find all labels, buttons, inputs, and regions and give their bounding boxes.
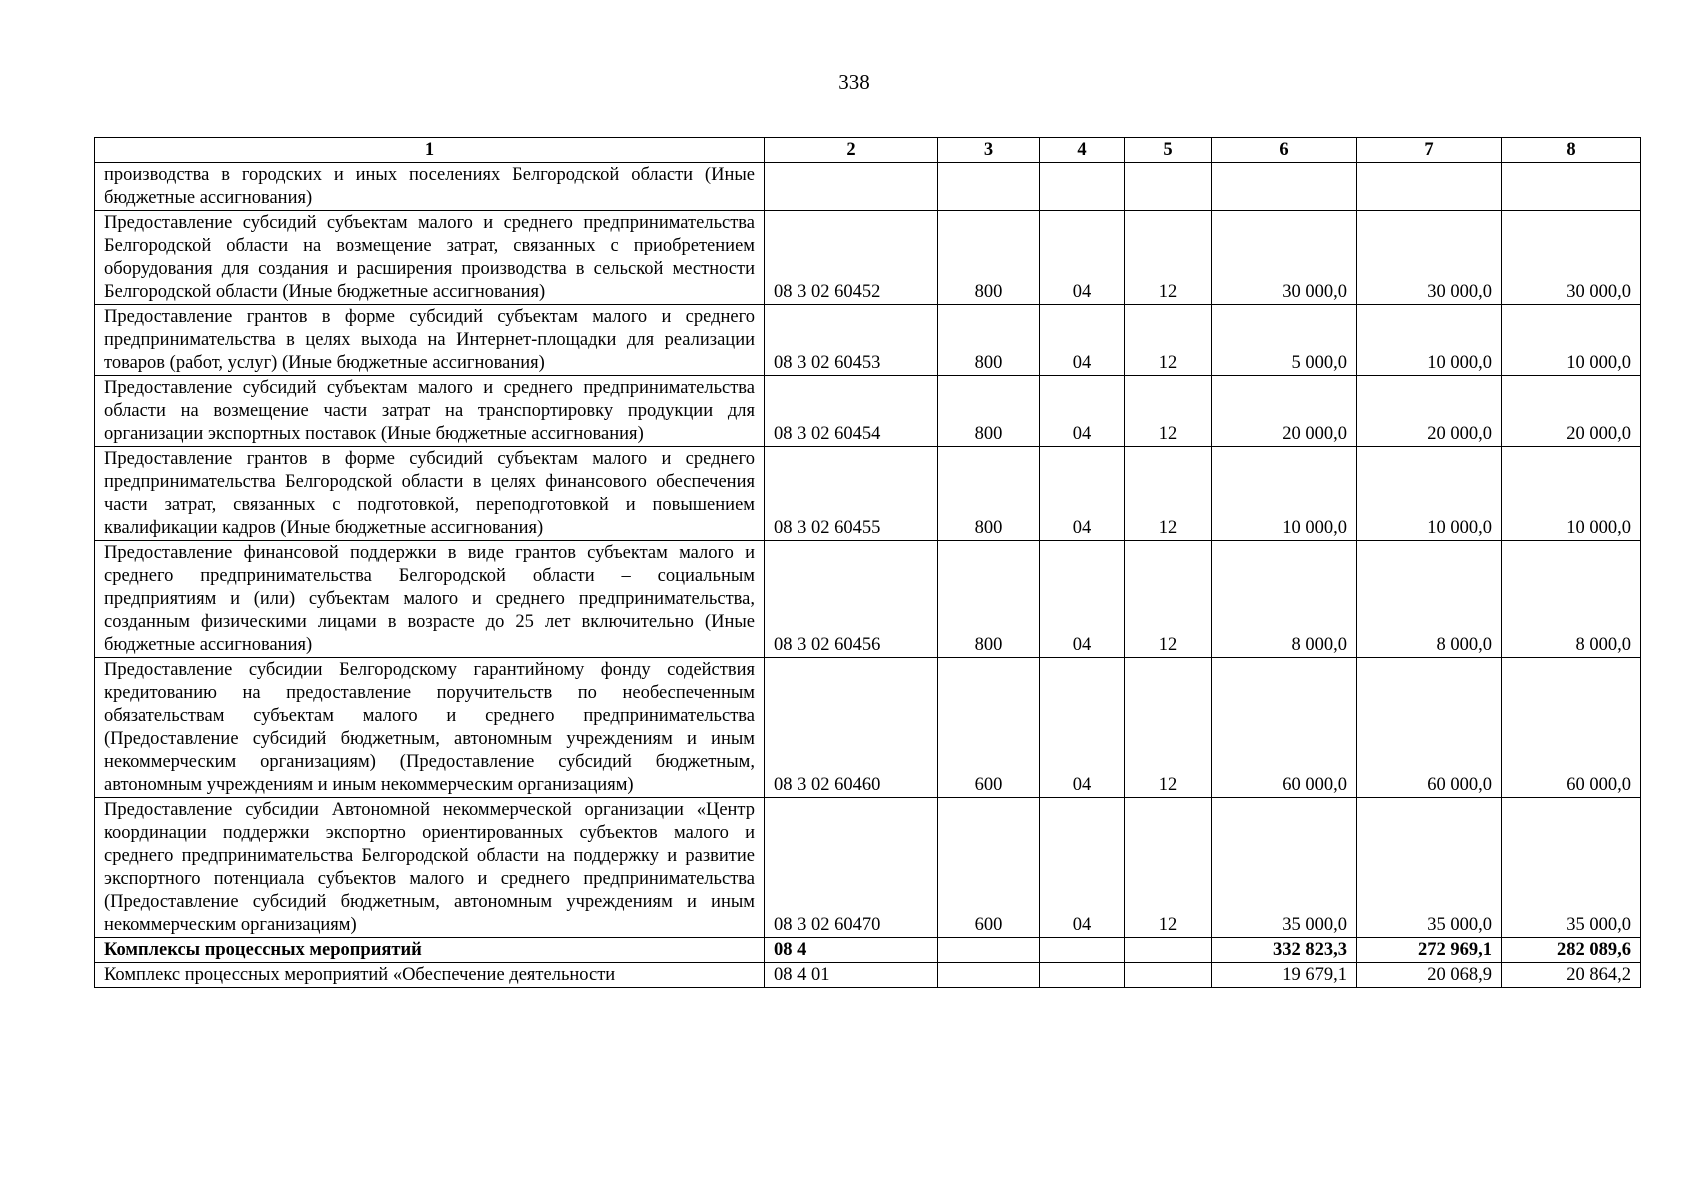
row-c4 bbox=[1040, 163, 1125, 211]
row-c8: 10 000,0 bbox=[1502, 447, 1641, 541]
row-c3 bbox=[938, 963, 1040, 988]
table-row bbox=[95, 376, 1641, 447]
row-c5 bbox=[1125, 163, 1212, 211]
row-c3: 800 bbox=[938, 305, 1040, 376]
row-c4: 04 bbox=[1040, 447, 1125, 541]
row-name: Предоставление субсидии Автономной некоммерческой организации «Центр координации поддержки экспортно ориентированных субъектов малого и среднего предпринимательства Белгородской области на поддержку и развитие экспортного потенциала субъектов малого и среднего предпринимательства (Предоставление субсидий бюджетным, автономным учреждениям и иным некоммерческим организациям) bbox=[95, 798, 765, 938]
row-code: 08 3 02 60454 bbox=[765, 376, 938, 447]
row-c7: 20 000,0 bbox=[1357, 376, 1502, 447]
row-c8: 8 000,0 bbox=[1502, 541, 1641, 658]
row-name: Предоставление субсидий субъектам малого и среднего предпринимательства области на возмещение части затрат на транспортировку продукции для организации экспортных поставок (Иные бюджетные ассигнования) bbox=[95, 376, 765, 447]
column-header: 3 bbox=[938, 138, 1040, 163]
row-code: 08 3 02 60455 bbox=[765, 447, 938, 541]
row-c6 bbox=[1212, 163, 1357, 211]
row-c7: 10 000,0 bbox=[1357, 305, 1502, 376]
row-c4: 04 bbox=[1040, 541, 1125, 658]
row-code: 08 3 02 60453 bbox=[765, 305, 938, 376]
row-code: 08 3 02 60460 bbox=[765, 658, 938, 798]
row-code: 08 3 02 60456 bbox=[765, 541, 938, 658]
row-c5: 12 bbox=[1125, 211, 1212, 305]
column-header: 7 bbox=[1357, 138, 1502, 163]
row-c7: 20 068,9 bbox=[1357, 963, 1502, 988]
page-number: 338 bbox=[838, 70, 870, 94]
row-c3: 800 bbox=[938, 541, 1040, 658]
row-c5: 12 bbox=[1125, 658, 1212, 798]
row-code bbox=[765, 163, 938, 211]
table-row bbox=[95, 658, 1641, 798]
row-c8: 60 000,0 bbox=[1502, 658, 1641, 798]
row-name: Комплекс процессных мероприятий «Обеспечение деятельности bbox=[95, 963, 765, 988]
row-c5 bbox=[1125, 938, 1212, 963]
row-c6: 10 000,0 bbox=[1212, 447, 1357, 541]
row-c8: 282 089,6 bbox=[1502, 938, 1641, 963]
row-c3: 800 bbox=[938, 211, 1040, 305]
row-code: 08 3 02 60452 bbox=[765, 211, 938, 305]
row-c6: 5 000,0 bbox=[1212, 305, 1357, 376]
row-c4: 04 bbox=[1040, 798, 1125, 938]
row-c5 bbox=[1125, 963, 1212, 988]
row-c5: 12 bbox=[1125, 798, 1212, 938]
row-code: 08 3 02 60470 bbox=[765, 798, 938, 938]
row-c3 bbox=[938, 163, 1040, 211]
row-c4 bbox=[1040, 938, 1125, 963]
row-c3: 600 bbox=[938, 658, 1040, 798]
row-c8: 20 000,0 bbox=[1502, 376, 1641, 447]
row-name: Комплексы процессных мероприятий bbox=[95, 938, 765, 963]
table-row bbox=[95, 541, 1641, 658]
row-name: Предоставление субсидии Белгородскому гарантийному фонду содействия кредитованию на предоставление поручительств по необеспеченным обязательствам субъектам малого и среднего предпринимательства (Предоставление субсидий бюджетным, автономным учреждениям и иным некоммерческим организациям) (Предоставление субсидий бюджетным, автономным учреждениям и иным некоммерческим организациям) bbox=[95, 658, 765, 798]
row-c7: 272 969,1 bbox=[1357, 938, 1502, 963]
table-row bbox=[95, 305, 1641, 376]
column-header: 1 bbox=[95, 138, 765, 163]
row-c7 bbox=[1357, 163, 1502, 211]
row-c7: 35 000,0 bbox=[1357, 798, 1502, 938]
row-name: производства в городских и иных поселениях Белгородской области (Иные бюджетные ассигнования) bbox=[95, 163, 765, 211]
column-header: 5 bbox=[1125, 138, 1212, 163]
budget-table bbox=[94, 137, 1641, 988]
row-name: Предоставление грантов в форме субсидий субъектам малого и среднего предпринимательства в целях выхода на Интернет-площадки для реализации товаров (работ, услуг) (Иные бюджетные ассигнования) bbox=[95, 305, 765, 376]
row-c7: 60 000,0 bbox=[1357, 658, 1502, 798]
row-c5: 12 bbox=[1125, 541, 1212, 658]
row-c8: 10 000,0 bbox=[1502, 305, 1641, 376]
table-row bbox=[95, 963, 1641, 988]
table-row bbox=[95, 211, 1641, 305]
row-c4: 04 bbox=[1040, 376, 1125, 447]
column-header: 6 bbox=[1212, 138, 1357, 163]
row-c8: 30 000,0 bbox=[1502, 211, 1641, 305]
row-c5: 12 bbox=[1125, 447, 1212, 541]
row-c4: 04 bbox=[1040, 658, 1125, 798]
table-body bbox=[95, 163, 1641, 988]
row-c6: 35 000,0 bbox=[1212, 798, 1357, 938]
table-row-total bbox=[95, 938, 1641, 963]
row-c7: 10 000,0 bbox=[1357, 447, 1502, 541]
row-c5: 12 bbox=[1125, 376, 1212, 447]
row-c6: 19 679,1 bbox=[1212, 963, 1357, 988]
header-row bbox=[95, 138, 1641, 163]
column-header: 8 bbox=[1502, 138, 1641, 163]
row-c3 bbox=[938, 938, 1040, 963]
row-c3: 800 bbox=[938, 376, 1040, 447]
row-c3: 800 bbox=[938, 447, 1040, 541]
row-c3: 600 bbox=[938, 798, 1040, 938]
row-c6: 30 000,0 bbox=[1212, 211, 1357, 305]
row-c8: 35 000,0 bbox=[1502, 798, 1641, 938]
row-c4: 04 bbox=[1040, 305, 1125, 376]
row-c6: 332 823,3 bbox=[1212, 938, 1357, 963]
row-c8 bbox=[1502, 163, 1641, 211]
row-name: Предоставление финансовой поддержки в виде грантов субъектам малого и среднего предпринимательства Белгородской области – социальным предприятиям и (или) субъектам малого и среднего предпринимательства, созданным физическими лицами в возрасте до 25 лет включительно (Иные бюджетные ассигнования) bbox=[95, 541, 765, 658]
row-c6: 60 000,0 bbox=[1212, 658, 1357, 798]
table-row bbox=[95, 798, 1641, 938]
row-c5: 12 bbox=[1125, 305, 1212, 376]
column-header: 4 bbox=[1040, 138, 1125, 163]
column-header: 2 bbox=[765, 138, 938, 163]
row-c7: 8 000,0 bbox=[1357, 541, 1502, 658]
row-c6: 8 000,0 bbox=[1212, 541, 1357, 658]
table-row bbox=[95, 163, 1641, 211]
row-code: 08 4 01 bbox=[765, 963, 938, 988]
row-c6: 20 000,0 bbox=[1212, 376, 1357, 447]
row-c4: 04 bbox=[1040, 211, 1125, 305]
row-code: 08 4 bbox=[765, 938, 938, 963]
row-name: Предоставление субсидий субъектам малого и среднего предпринимательства Белгородской области на возмещение затрат, связанных с приобретением оборудования для создания и расширения производства в сельской местности Белгородской области (Иные бюджетные ассигнования) bbox=[95, 211, 765, 305]
row-c8: 20 864,2 bbox=[1502, 963, 1641, 988]
row-c4 bbox=[1040, 963, 1125, 988]
table-row bbox=[95, 447, 1641, 541]
row-c7: 30 000,0 bbox=[1357, 211, 1502, 305]
row-name: Предоставление грантов в форме субсидий субъектам малого и среднего предпринимательства Белгородской области в целях финансового обеспечения части затрат, связанных с подготовкой, переподготовкой и повышением квалификации кадров (Иные бюджетные ассигнования) bbox=[95, 447, 765, 541]
